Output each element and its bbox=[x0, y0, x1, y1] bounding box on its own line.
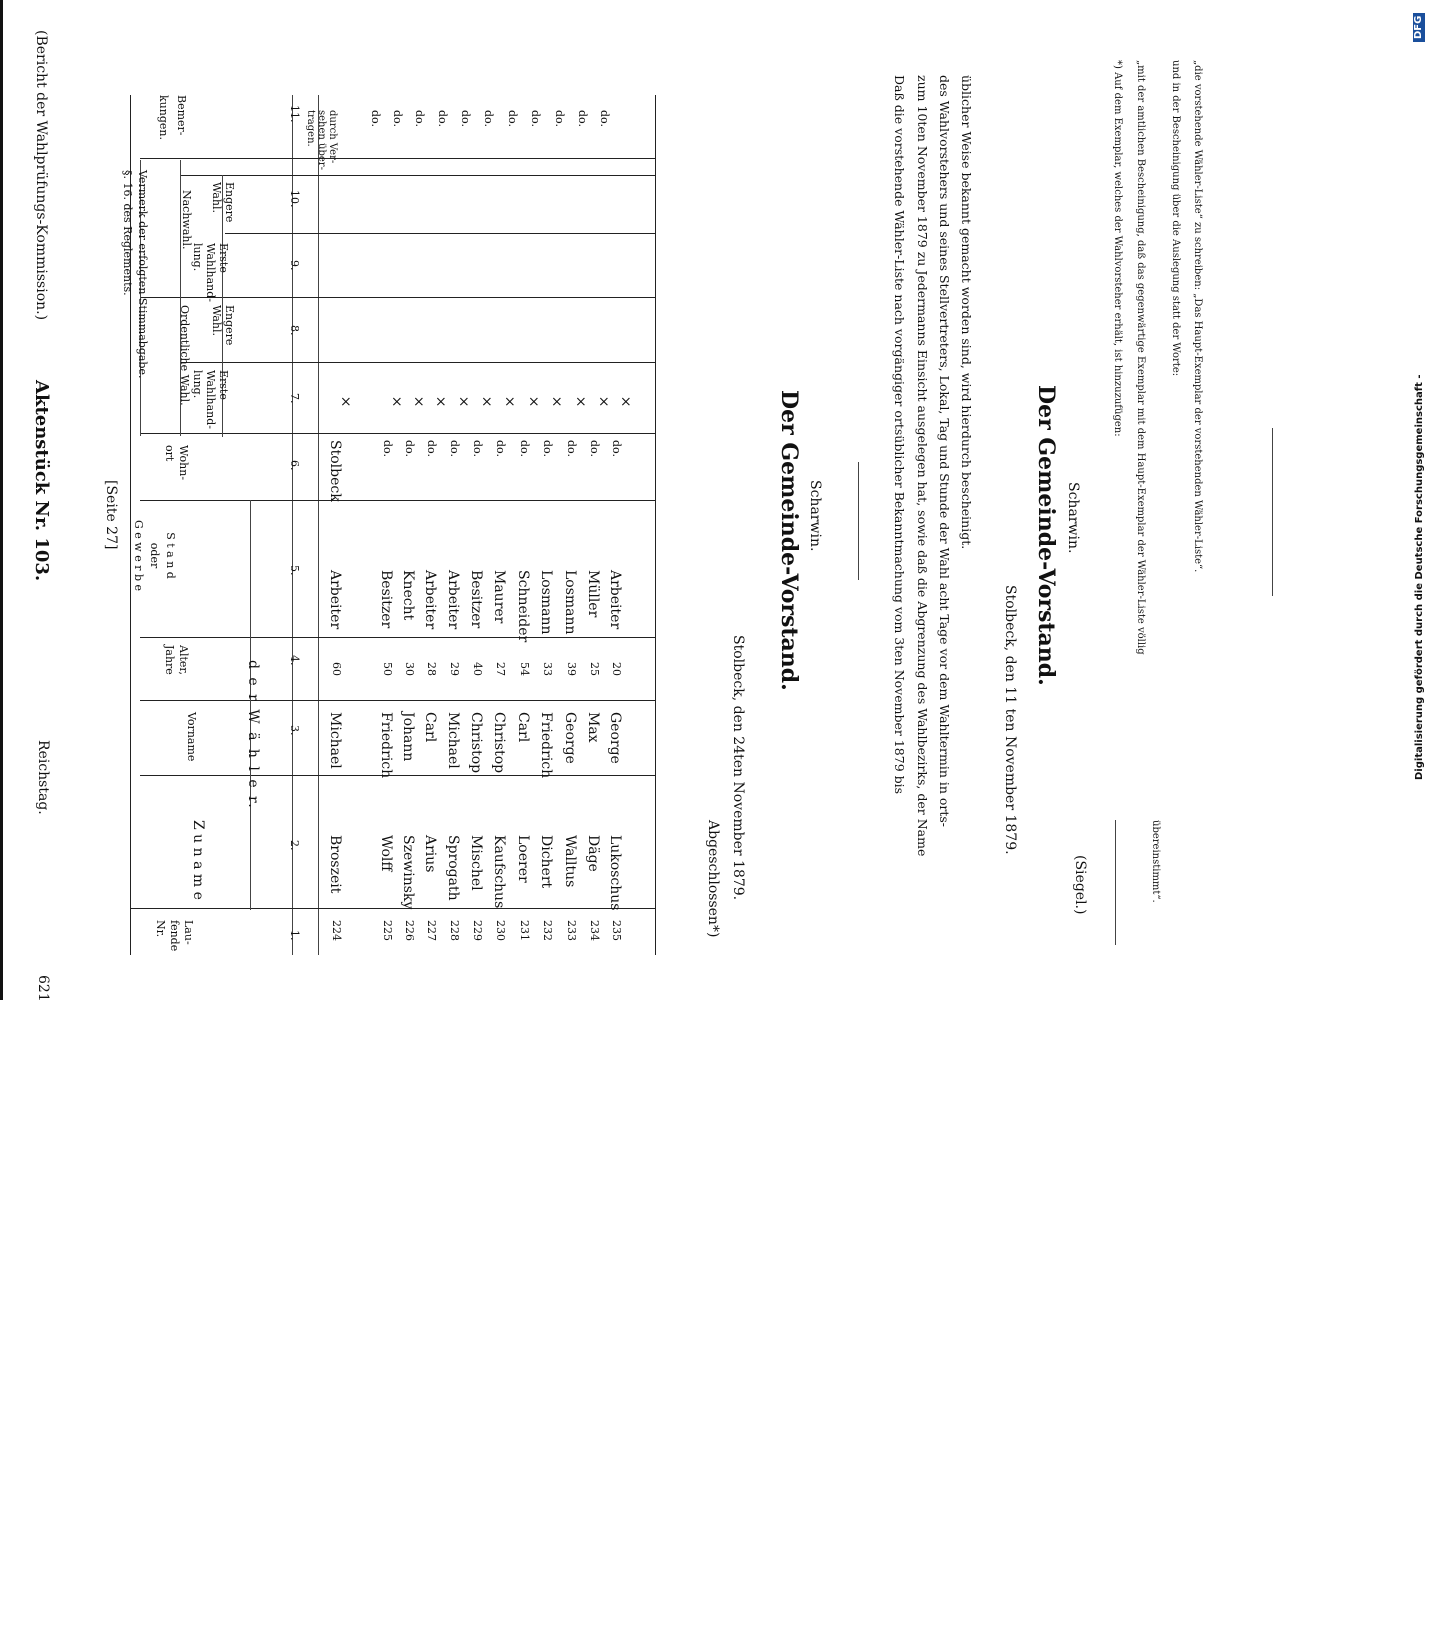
date-2: Stolbeck, den 11 ten November 1879. bbox=[1002, 585, 1018, 855]
cell-alter: 25 bbox=[588, 662, 601, 676]
cell-alter: 40 bbox=[471, 662, 484, 676]
cell-wohnort: do. bbox=[565, 440, 578, 457]
sep-c4 bbox=[140, 637, 655, 638]
cell-vermerk: × bbox=[458, 394, 470, 410]
cell-alter: 28 bbox=[425, 662, 438, 676]
cell-vorname: George bbox=[607, 712, 623, 764]
cell-nr: 227 bbox=[425, 920, 438, 941]
col-number: 2. bbox=[288, 840, 301, 851]
cell-bemerkung: do. bbox=[391, 110, 404, 127]
col-number: 7. bbox=[288, 393, 301, 404]
hdr-c78-group: Vermerk der erfolgten Stimmabgabe. §. 16. des Reglements. bbox=[121, 170, 149, 379]
sep-c2 bbox=[140, 775, 655, 776]
cell-vorname: Max bbox=[585, 712, 601, 743]
cell-stand: Losmann bbox=[562, 570, 578, 635]
cell-wohnort: do. bbox=[610, 440, 623, 457]
sep-c7 bbox=[180, 362, 655, 363]
cell-zuname: Kaufschus bbox=[491, 835, 507, 909]
cell-bemerkung: do. bbox=[482, 110, 495, 127]
cell-wohnort: Stolbeck bbox=[327, 440, 343, 502]
cell-bemerkung: do. bbox=[413, 110, 426, 127]
cell-bemerkung: do. bbox=[529, 110, 542, 127]
cell-zuname: Arius bbox=[422, 835, 438, 873]
cell-wohnort: do. bbox=[448, 440, 461, 457]
footnote-line: und in der Bescheinigung über die Auslegung statt der Worte: bbox=[1170, 60, 1181, 377]
vorstand-1: Der Gemeinde-Vorstand. bbox=[776, 390, 802, 691]
cell-vorname: Friedrich bbox=[378, 712, 394, 779]
cell-nr: 224 bbox=[330, 920, 343, 941]
signature-1: Scharwin. bbox=[807, 480, 823, 552]
cell-stand: Arbeiter bbox=[607, 570, 623, 630]
cell-vermerk: × bbox=[481, 394, 493, 410]
header-aktenstueck: Aktenstück Nr. 103. bbox=[31, 380, 52, 582]
cell-vorname: Carl bbox=[422, 712, 438, 743]
table-colnum-line-b bbox=[318, 95, 319, 955]
cell-bemerkung: do. bbox=[576, 110, 589, 127]
cell-vermerk: × bbox=[575, 394, 587, 410]
sep-c6 bbox=[140, 433, 655, 434]
hdr-c11: Bemer- kungen. bbox=[157, 95, 188, 140]
hdr-nachwahl: Nachwahl. bbox=[180, 190, 193, 250]
cell-alter: 60 bbox=[330, 662, 343, 676]
hdr-c5: S t a n d oder G e w e r b e bbox=[132, 520, 177, 592]
col-number: 1. bbox=[288, 930, 301, 941]
cell-wohnort: do. bbox=[471, 440, 484, 457]
cell-zuname: Loerer bbox=[515, 835, 531, 883]
cell-stand: Knecht bbox=[400, 570, 416, 621]
cell-vermerk: × bbox=[598, 394, 610, 410]
cell-vorname: Friedrich bbox=[538, 712, 554, 779]
date-1: Stolbeck, den 24ten November 1879. bbox=[730, 635, 746, 901]
signature-2: Scharwin. bbox=[1065, 482, 1081, 554]
vorstand-2: Der Gemeinde-Vorstand. bbox=[1033, 385, 1059, 686]
cell-alter: 54 bbox=[518, 662, 531, 676]
sig-line-1 bbox=[858, 462, 859, 580]
sep-c5 bbox=[140, 500, 655, 501]
statement-line: Daß die vorstehende Wähler-Liste nach vorgängiger ortsüblicher Bekanntmachung vom 3ten November 1879 bis bbox=[892, 75, 907, 795]
cell-nr: 234 bbox=[588, 920, 601, 941]
cell-zuname: Broszeit bbox=[327, 835, 343, 894]
hdr-c10: Engere Wahl. bbox=[210, 182, 236, 223]
statement-line: des Wahlvorstehers und seines Stellvertreters, Lokal, Tag und Stunde der Wahl acht Tage vor dem Wahltermin in orts- bbox=[937, 75, 952, 828]
cell-vorname: Johann bbox=[400, 712, 416, 762]
sep-c1 bbox=[130, 908, 655, 909]
cell-zuname: Dichert bbox=[538, 835, 554, 889]
hdr-c4: Alter, Jahre bbox=[163, 645, 190, 675]
col-number: 10. bbox=[288, 190, 301, 208]
cell-vorname: Christop bbox=[468, 712, 484, 774]
statement-line: zum 10ten November 1879 zu Jedermanns Einsicht ausgelegen hat, sowie daß die Abgrenzung des Wahlbezirks, der Name bbox=[915, 75, 930, 857]
cell-vorname: Michael bbox=[327, 712, 343, 769]
cell-nr: 232 bbox=[541, 920, 554, 941]
footnote-line: *) Auf dem Exemplar, welches der Wahlvorsteher erhält, ist hinzuzufügen: bbox=[1112, 60, 1123, 437]
cell-vermerk: × bbox=[620, 394, 632, 410]
cell-nr: 230 bbox=[494, 920, 507, 941]
dfg-note: Digitalisierung gefördert durch die Deutsche Forschungsgemeinschaft - bbox=[1414, 374, 1425, 780]
cell-zuname: Lukoschus bbox=[607, 835, 623, 911]
abgeschlossen: Abgeschlossen*) bbox=[705, 820, 721, 938]
sep-c11 bbox=[140, 158, 655, 159]
cell-alter: 30 bbox=[403, 662, 416, 676]
seite-label: [Seite 27] bbox=[103, 480, 119, 550]
cell-nr: 235 bbox=[610, 920, 623, 941]
siegel: (Siegel.) bbox=[1072, 855, 1088, 915]
cell-zuname: Szewinsky bbox=[400, 835, 416, 910]
cell-nr: 231 bbox=[518, 920, 531, 941]
cell-nr: 229 bbox=[471, 920, 484, 941]
cell-wohnort: do. bbox=[494, 440, 507, 457]
col-number: 9. bbox=[288, 260, 301, 271]
cell-bemerkung: durch Ver- sehen über- tragen. bbox=[305, 110, 338, 170]
footnote-line: übereinstimmt“. bbox=[1150, 820, 1161, 903]
hdr-c8: Engere Wahl. bbox=[210, 305, 236, 346]
col-number: 8. bbox=[288, 325, 301, 336]
cell-alter: 27 bbox=[494, 662, 507, 676]
hdr-c3: Vorname bbox=[185, 712, 198, 762]
cell-zuname: Däge bbox=[585, 835, 601, 872]
col-number: 6. bbox=[288, 460, 301, 471]
cell-vermerk: × bbox=[413, 394, 425, 410]
cell-vorname: Michael bbox=[445, 712, 461, 769]
cell-bemerkung: do. bbox=[506, 110, 519, 127]
cell-stand: Arbeiter bbox=[327, 570, 343, 630]
cell-nr: 226 bbox=[403, 920, 416, 941]
cell-wohnort: do. bbox=[518, 440, 531, 457]
cell-zuname: Mischel bbox=[468, 835, 484, 891]
cell-vorname: Carl bbox=[515, 712, 531, 743]
cell-vorname: Christop bbox=[491, 712, 507, 774]
cell-wohnort: do. bbox=[588, 440, 601, 457]
footnote-line: „mit der amtlichen Bescheinigung, daß das gegenwärtige Exemplar mit dem Haupt-Exemplar der Wähler-Liste völlig bbox=[1135, 60, 1146, 655]
hdr-c7: Erste Wahlhand- lung. bbox=[191, 370, 230, 429]
cell-stand: Arbeiter bbox=[422, 570, 438, 630]
cell-wohnort: do. bbox=[541, 440, 554, 457]
cell-wohnort: do. bbox=[425, 440, 438, 457]
cell-alter: 39 bbox=[565, 662, 578, 676]
page-edge bbox=[0, 0, 3, 1000]
statement-line: üblicher Weise bekannt gemacht worden sind, wird hierdurch bescheinigt. bbox=[959, 75, 974, 550]
cell-bemerkung: do. bbox=[553, 110, 566, 127]
cell-vermerk: × bbox=[340, 394, 352, 410]
col-number: 5. bbox=[288, 565, 301, 576]
sep-c10 bbox=[180, 175, 655, 176]
cell-vermerk: × bbox=[435, 394, 447, 410]
cell-stand: Maurer bbox=[491, 570, 507, 624]
cell-alter: 33 bbox=[541, 662, 554, 676]
hdr-c9: Erste Wahlhand- lung. bbox=[191, 243, 230, 302]
sep-c9 bbox=[225, 233, 655, 234]
cell-zuname: Wolff bbox=[378, 835, 394, 872]
cell-bemerkung: do. bbox=[598, 110, 611, 127]
page-number: 621 bbox=[35, 975, 51, 1002]
cell-wohnort: do. bbox=[403, 440, 416, 457]
cell-stand: Müller bbox=[585, 570, 601, 618]
sig-line-2 bbox=[1272, 428, 1273, 596]
cell-bemerkung: do. bbox=[459, 110, 472, 127]
cell-stand: Losmann bbox=[538, 570, 554, 635]
col-number: 4. bbox=[288, 655, 301, 666]
cell-nr: 228 bbox=[448, 920, 461, 941]
cell-zuname: Sprogath bbox=[445, 835, 461, 901]
cell-vermerk: × bbox=[528, 394, 540, 410]
cell-vermerk: × bbox=[391, 394, 403, 410]
hdr-c1: Lau- fende Nr. bbox=[154, 920, 195, 952]
cell-stand: Schneider bbox=[515, 570, 531, 643]
hdr-c2: Z u n a m e bbox=[190, 820, 206, 900]
header-title: (Bericht der Wahlprüfungs-Kommission.) bbox=[33, 30, 49, 321]
cell-stand: Besitzer bbox=[378, 570, 394, 629]
cell-nr: 225 bbox=[381, 920, 394, 941]
header-reichstag: Reichstag. bbox=[35, 740, 51, 815]
cell-vermerk: × bbox=[504, 394, 516, 410]
cell-alter: 20 bbox=[610, 662, 623, 676]
col-number: 3. bbox=[288, 725, 301, 736]
cell-bemerkung: do. bbox=[369, 110, 382, 127]
cell-vorname: George bbox=[562, 712, 578, 764]
cell-wohnort: do. bbox=[381, 440, 394, 457]
cell-vermerk: × bbox=[551, 394, 563, 410]
hdr-c6: Wohn- ort bbox=[163, 445, 190, 481]
cell-stand: Besitzer bbox=[468, 570, 484, 629]
col-number: 11. bbox=[288, 105, 301, 123]
cell-alter: 50 bbox=[381, 662, 394, 676]
cell-nr: 233 bbox=[565, 920, 578, 941]
section-label-waehler: d e r W ä h l e r. bbox=[245, 660, 261, 810]
table-outer-bottom bbox=[655, 95, 656, 955]
cell-bemerkung: do. bbox=[436, 110, 449, 127]
cell-alter: 29 bbox=[448, 662, 461, 676]
hdr-ordentliche: Ordentliche Wahl. bbox=[178, 305, 191, 406]
footnote-line: „die vorstehende Wähler-Liste“ zu schreiben: „Das Haupt-Exemplar der vorstehenden Wähler-Liste“. bbox=[1192, 60, 1203, 573]
cell-zuname: Walltus bbox=[562, 835, 578, 888]
dfg-logo: DFG bbox=[1413, 13, 1425, 42]
sep-c3 bbox=[140, 700, 655, 701]
table-colnum-line-a bbox=[292, 95, 293, 955]
cell-stand: Arbeiter bbox=[445, 570, 461, 630]
